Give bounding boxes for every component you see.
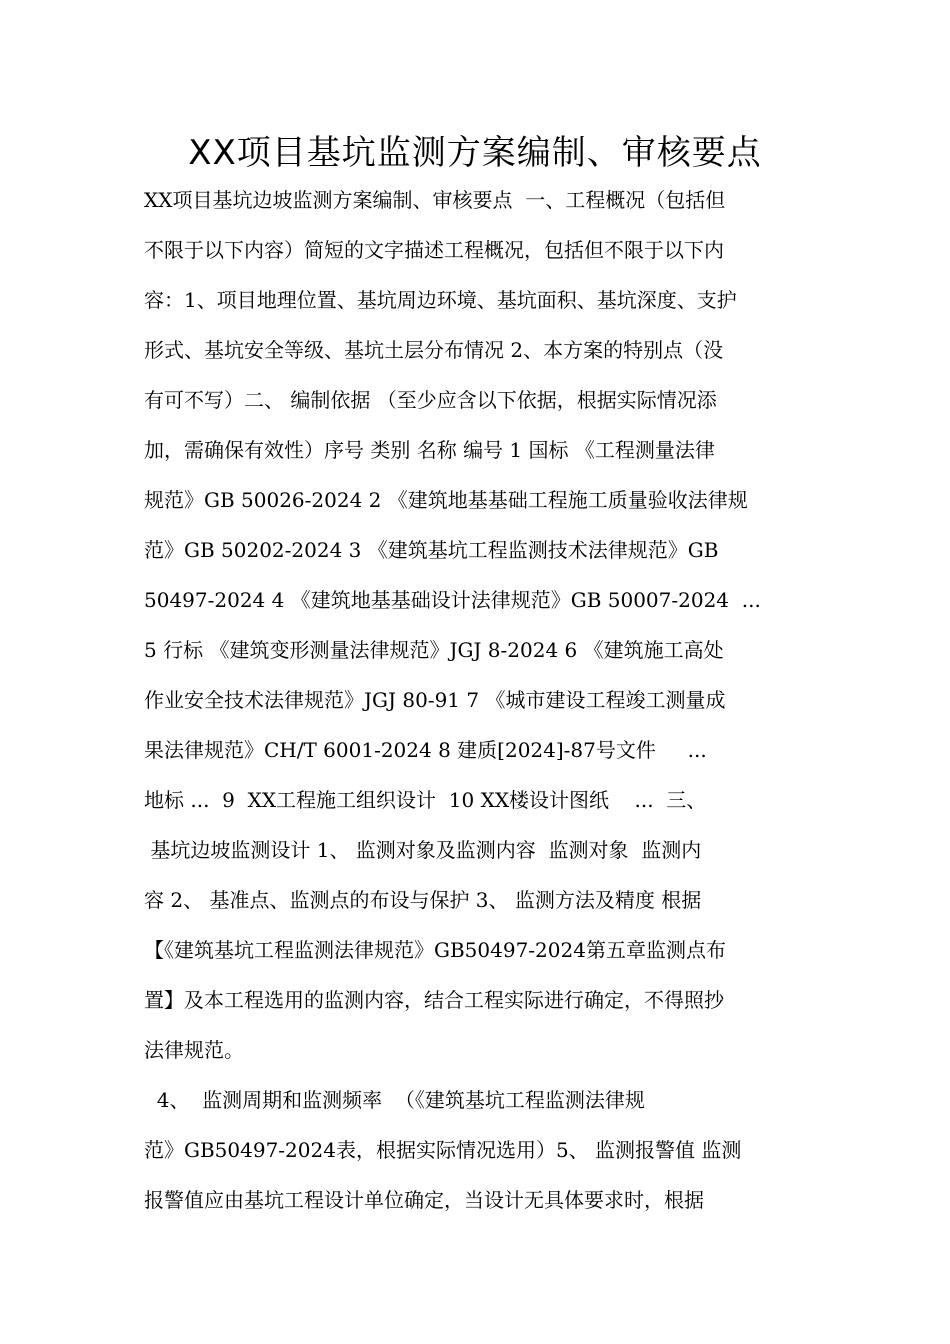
body-line: 不限于以下内容）简短的文字描述工程概况，包括但不限于以下内 (144, 238, 724, 262)
body-line: 规范》GB 50026-2024 2 《建筑地基基础工程施工质量验收法律规 (144, 488, 748, 512)
body-line: 范》GB50497-2024表，根据实际情况选用）5、 监测报警值 监测 (144, 1138, 742, 1162)
body-line: 50497-2024 4 《建筑地基基础设计法律规范》GB 50007-2024 ... (144, 588, 761, 612)
page-title: XX项目基坑监测方案编制、审核要点 (188, 133, 762, 173)
body-line: XX项目基坑边坡监测方案编制、审核要点 一、工程概况（包括但 (144, 188, 726, 212)
body-line: 形式、基坑安全等级、基坑土层分布情况 2、本方案的特别点（没 (144, 338, 724, 362)
body-line: 法律规范。 (144, 1038, 244, 1062)
body-line: 5 行标 《建筑变形测量法律规范》JGJ 8-2024 6 《建筑施工高处 (144, 638, 724, 662)
body-line: 容 2、 基准点、监测点的布设与保护 3、 监测方法及精度 根据 (144, 888, 702, 912)
body-line: 作业安全技术法律规范》JGJ 80-91 7 《城市建设工程竣工测量成 (144, 688, 726, 712)
body-line: 4、 监测周期和监测频率 （《建筑基坑工程监测法律规 (144, 1088, 645, 1112)
body-line: 地标 ... 9 XX工程施工组织设计 10 XX楼设计图纸 ... 三、 (144, 788, 707, 812)
body-line: 【《建筑基坑工程监测法律规范》GB50497-2024第五章监测点布 (144, 938, 726, 962)
body-line: 基坑边坡监测设计 1、 监测对象及监测内容 监测对象 监测内 (144, 838, 702, 862)
body-line: 果法律规范》CH/T 6001-2024 8 建质[2024]-87号文件 ... (144, 738, 707, 762)
body-line: 置】及本工程选用的监测内容，结合工程实际进行确定，不得照抄 (144, 988, 724, 1012)
body-line: 范》GB 50202-2024 3 《建筑基坑工程监测技术法律规范》GB (144, 538, 719, 562)
body-line: 报警值应由基坑工程设计单位确定，当设计无具体要求时，根据 (144, 1188, 704, 1212)
body-line: 容：1、项目地理位置、基坑周边环境、基坑面积、基坑深度、支护 (144, 288, 737, 312)
body-line: 有可不写）二、 编制依据 （至少应含以下依据，根据实际情况添 (144, 388, 717, 412)
body-line: 加，需确保有效性）序号 类别 名称 编号 1 国标 《工程测量法律 (144, 438, 715, 462)
